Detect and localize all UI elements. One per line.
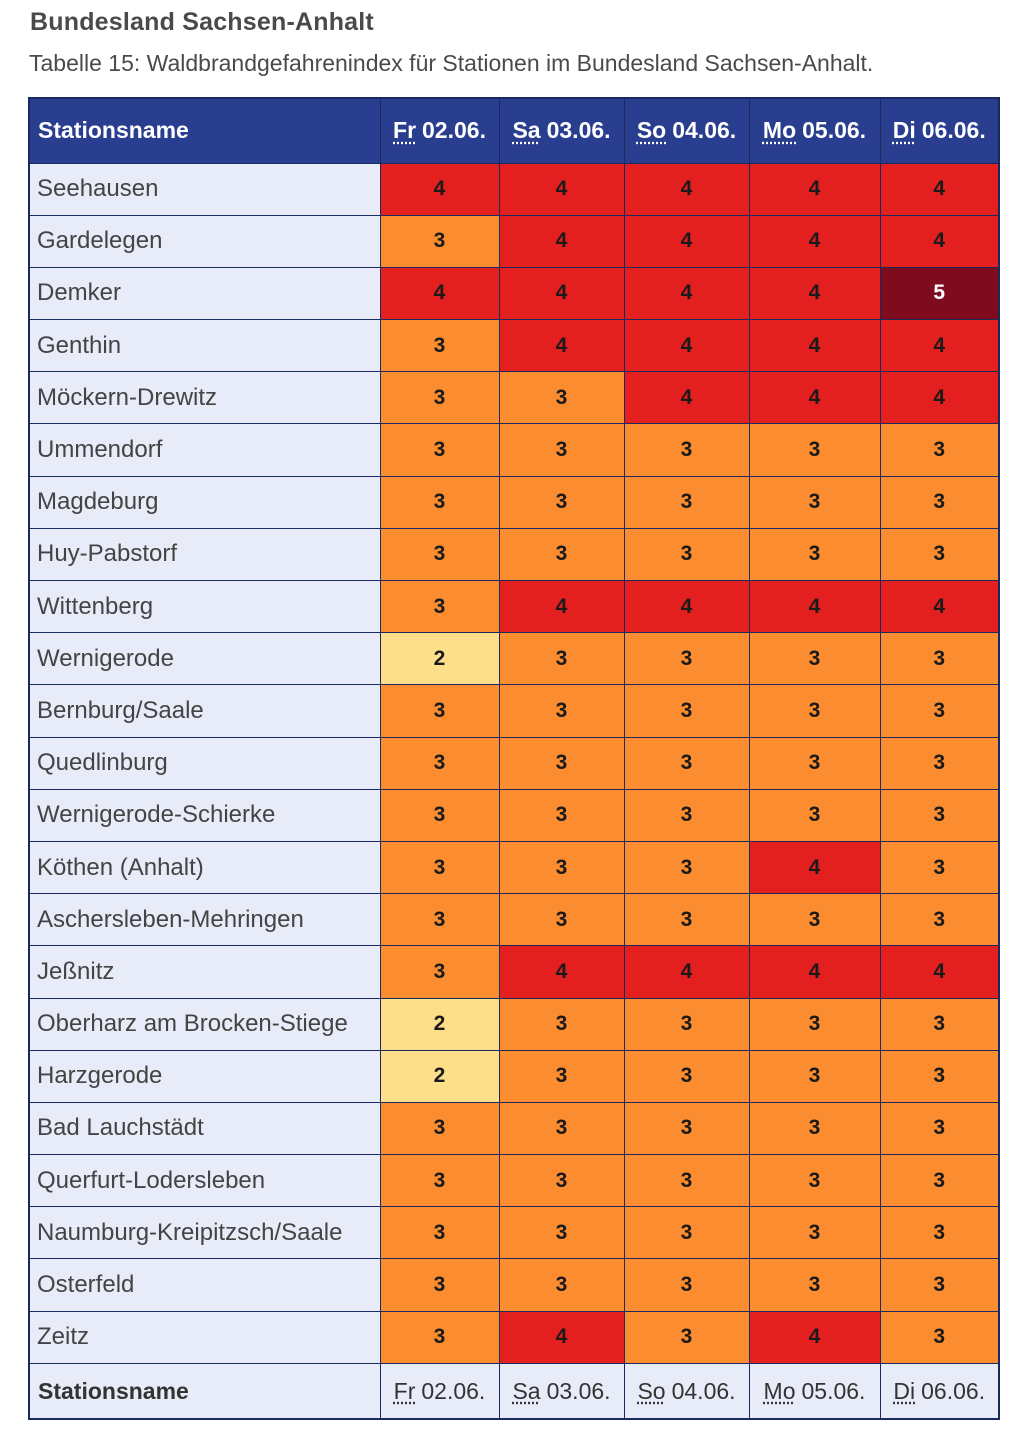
index-value-cell: 3 bbox=[880, 737, 999, 789]
index-value-cell: 3 bbox=[749, 476, 880, 528]
index-value-cell: 3 bbox=[380, 476, 499, 528]
index-value-cell: 3 bbox=[499, 737, 624, 789]
index-value-cell: 3 bbox=[380, 789, 499, 841]
index-value-cell: 3 bbox=[880, 1259, 999, 1311]
index-value-cell: 3 bbox=[749, 998, 880, 1050]
forest-fire-index-table bbox=[28, 97, 1000, 1420]
index-value-cell: 3 bbox=[624, 1311, 749, 1363]
weekday-abbr: Sa bbox=[512, 117, 541, 144]
table-row bbox=[29, 946, 999, 998]
index-value-cell: 3 bbox=[624, 737, 749, 789]
index-value-cell: 4 bbox=[749, 372, 880, 424]
index-value-cell: 3 bbox=[499, 424, 624, 476]
index-value-cell: 3 bbox=[499, 789, 624, 841]
column-footer-day bbox=[624, 1363, 749, 1419]
index-value-cell: 3 bbox=[749, 1155, 880, 1207]
index-value-cell: 3 bbox=[749, 1050, 880, 1102]
weekday-abbr: Di bbox=[893, 1377, 916, 1404]
index-value-cell: 3 bbox=[499, 685, 624, 737]
day-date: 06.06. bbox=[921, 117, 986, 144]
index-value-cell: 4 bbox=[624, 320, 749, 372]
column-header-day bbox=[380, 98, 499, 163]
index-value-cell: 3 bbox=[624, 424, 749, 476]
index-value-cell: 3 bbox=[380, 946, 499, 998]
index-value-cell: 3 bbox=[749, 685, 880, 737]
index-value-cell: 3 bbox=[624, 633, 749, 685]
index-value-cell: 3 bbox=[624, 789, 749, 841]
index-value-cell: 4 bbox=[880, 581, 999, 633]
table-row bbox=[29, 267, 999, 319]
index-value-cell: 3 bbox=[499, 528, 624, 580]
index-value-cell: 4 bbox=[624, 163, 749, 215]
index-value-cell: 4 bbox=[749, 841, 880, 893]
weekday-abbr: Di bbox=[892, 117, 916, 144]
index-value-cell: 3 bbox=[880, 1050, 999, 1102]
column-footer-station: Stationsname bbox=[29, 1363, 380, 1419]
index-value-cell: 3 bbox=[499, 1155, 624, 1207]
column-header-day bbox=[499, 98, 624, 163]
table-row bbox=[29, 320, 999, 372]
index-value-cell: 3 bbox=[624, 1155, 749, 1207]
index-value-cell: 3 bbox=[624, 476, 749, 528]
index-value-cell: 3 bbox=[624, 1259, 749, 1311]
index-value-cell: 4 bbox=[749, 581, 880, 633]
column-footer-day bbox=[749, 1363, 880, 1419]
station-name-cell: Huy-Pabstorf bbox=[29, 528, 380, 580]
station-name-cell: Osterfeld bbox=[29, 1259, 380, 1311]
index-value-cell: 4 bbox=[624, 581, 749, 633]
index-value-cell: 3 bbox=[749, 1102, 880, 1154]
index-value-cell: 3 bbox=[880, 894, 999, 946]
index-value-cell: 4 bbox=[380, 267, 499, 319]
index-value-cell: 3 bbox=[624, 1050, 749, 1102]
index-value-cell: 4 bbox=[499, 163, 624, 215]
index-value-cell: 3 bbox=[499, 633, 624, 685]
index-value-cell: 4 bbox=[624, 215, 749, 267]
station-name-cell: Oberharz am Brocken-Stiege bbox=[29, 998, 380, 1050]
weekday-abbr: Fr bbox=[393, 117, 417, 144]
table-row bbox=[29, 998, 999, 1050]
index-value-cell: 3 bbox=[749, 737, 880, 789]
day-date: 03.06. bbox=[546, 117, 611, 144]
day-date: 06.06. bbox=[921, 1377, 986, 1404]
station-name-cell: Seehausen bbox=[29, 163, 380, 215]
index-value-cell: 3 bbox=[880, 685, 999, 737]
table-row bbox=[29, 163, 999, 215]
index-value-cell: 3 bbox=[880, 1102, 999, 1154]
column-header-day bbox=[880, 98, 999, 163]
day-date: 05.06. bbox=[802, 117, 867, 144]
index-value-cell: 3 bbox=[880, 1207, 999, 1259]
column-footer-day bbox=[380, 1363, 499, 1419]
index-value-cell: 3 bbox=[499, 894, 624, 946]
station-name-cell: Wittenberg bbox=[29, 581, 380, 633]
index-value-cell: 3 bbox=[749, 424, 880, 476]
index-value-cell: 4 bbox=[380, 163, 499, 215]
index-value-cell: 3 bbox=[880, 789, 999, 841]
weekday-abbr: Sa bbox=[512, 1377, 541, 1404]
day-date: 03.06. bbox=[546, 1377, 611, 1404]
station-name-cell: Ummendorf bbox=[29, 424, 380, 476]
index-value-cell: 3 bbox=[380, 1311, 499, 1363]
index-value-cell: 3 bbox=[624, 841, 749, 893]
index-value-cell: 3 bbox=[380, 894, 499, 946]
station-name-cell: Möckern-Drewitz bbox=[29, 372, 380, 424]
index-value-cell: 4 bbox=[624, 372, 749, 424]
index-value-cell: 3 bbox=[749, 528, 880, 580]
station-name-cell: Quedlinburg bbox=[29, 737, 380, 789]
index-value-cell: 4 bbox=[749, 946, 880, 998]
index-value-cell: 3 bbox=[880, 424, 999, 476]
station-name-cell: Harzgerode bbox=[29, 1050, 380, 1102]
index-value-cell: 3 bbox=[880, 1311, 999, 1363]
table-row bbox=[29, 633, 999, 685]
index-value-cell: 4 bbox=[499, 581, 624, 633]
table-row bbox=[29, 215, 999, 267]
index-value-cell: 4 bbox=[624, 267, 749, 319]
station-name-cell: Demker bbox=[29, 267, 380, 319]
station-name-cell: Gardelegen bbox=[29, 215, 380, 267]
index-value-cell: 4 bbox=[880, 946, 999, 998]
index-value-cell: 3 bbox=[624, 1102, 749, 1154]
index-value-cell: 3 bbox=[624, 1207, 749, 1259]
index-value-cell: 3 bbox=[499, 372, 624, 424]
index-value-cell: 3 bbox=[380, 737, 499, 789]
table-row bbox=[29, 1050, 999, 1102]
weekday-abbr: Mo bbox=[763, 1377, 796, 1404]
index-value-cell: 3 bbox=[499, 1102, 624, 1154]
table-row bbox=[29, 1207, 999, 1259]
index-value-cell: 4 bbox=[749, 215, 880, 267]
station-name-cell: Köthen (Anhalt) bbox=[29, 841, 380, 893]
index-value-cell: 3 bbox=[499, 1207, 624, 1259]
column-header-station: Stationsname bbox=[29, 98, 380, 163]
column-footer-day bbox=[499, 1363, 624, 1419]
table-row bbox=[29, 424, 999, 476]
index-value-cell: 3 bbox=[380, 1102, 499, 1154]
index-value-cell: 3 bbox=[499, 1050, 624, 1102]
index-value-cell: 3 bbox=[880, 841, 999, 893]
table-body bbox=[29, 163, 999, 1363]
column-header-day bbox=[624, 98, 749, 163]
table-row bbox=[29, 894, 999, 946]
footer-row bbox=[29, 1363, 999, 1419]
index-value-cell: 3 bbox=[749, 894, 880, 946]
index-value-cell: 3 bbox=[624, 528, 749, 580]
table-row bbox=[29, 1259, 999, 1311]
table-caption: Tabelle 15: Waldbrandgefahrenindex für Stationen im Bundesland Sachsen-Anhalt. bbox=[29, 50, 874, 76]
index-value-cell: 3 bbox=[880, 633, 999, 685]
table-row bbox=[29, 1102, 999, 1154]
index-value-cell: 2 bbox=[380, 1050, 499, 1102]
page-title: Bundesland Sachsen-Anhalt bbox=[30, 8, 374, 36]
index-value-cell: 2 bbox=[380, 633, 499, 685]
index-value-cell: 3 bbox=[880, 998, 999, 1050]
station-name-cell: Bernburg/Saale bbox=[29, 685, 380, 737]
index-value-cell: 4 bbox=[499, 946, 624, 998]
column-header-day bbox=[749, 98, 880, 163]
index-value-cell: 3 bbox=[380, 215, 499, 267]
table-row bbox=[29, 841, 999, 893]
index-value-cell: 4 bbox=[499, 267, 624, 319]
station-name-cell: Bad Lauchstädt bbox=[29, 1102, 380, 1154]
index-value-cell: 3 bbox=[880, 476, 999, 528]
day-date: 04.06. bbox=[672, 117, 737, 144]
index-value-cell: 3 bbox=[880, 528, 999, 580]
index-value-cell: 4 bbox=[749, 1311, 880, 1363]
header-row bbox=[29, 98, 999, 163]
index-value-cell: 3 bbox=[749, 633, 880, 685]
index-value-cell: 3 bbox=[624, 894, 749, 946]
index-value-cell: 3 bbox=[380, 841, 499, 893]
index-value-cell: 3 bbox=[380, 372, 499, 424]
index-value-cell: 3 bbox=[499, 841, 624, 893]
index-value-cell: 4 bbox=[749, 163, 880, 215]
weekday-abbr: So bbox=[637, 1377, 666, 1404]
index-value-cell: 4 bbox=[499, 1311, 624, 1363]
day-date: 04.06. bbox=[671, 1377, 736, 1404]
station-name-cell: Magdeburg bbox=[29, 476, 380, 528]
weekday-abbr: Mo bbox=[762, 117, 797, 144]
station-name-cell: Jeßnitz bbox=[29, 946, 380, 998]
index-value-cell: 4 bbox=[499, 320, 624, 372]
index-value-cell: 3 bbox=[380, 320, 499, 372]
station-name-cell: Querfurt-Lodersleben bbox=[29, 1155, 380, 1207]
index-value-cell: 4 bbox=[880, 372, 999, 424]
day-date: 02.06. bbox=[422, 117, 486, 144]
table-row bbox=[29, 476, 999, 528]
table-row bbox=[29, 1311, 999, 1363]
station-name-cell: Zeitz bbox=[29, 1311, 380, 1363]
table-row bbox=[29, 737, 999, 789]
index-value-cell: 3 bbox=[749, 1207, 880, 1259]
station-name-cell: Wernigerode bbox=[29, 633, 380, 685]
table-row bbox=[29, 685, 999, 737]
index-value-cell: 5 bbox=[880, 267, 999, 319]
index-value-cell: 3 bbox=[749, 1259, 880, 1311]
day-date: 02.06. bbox=[421, 1377, 486, 1404]
index-value-cell: 4 bbox=[499, 215, 624, 267]
index-value-cell: 4 bbox=[749, 267, 880, 319]
index-value-cell: 4 bbox=[624, 946, 749, 998]
table-row bbox=[29, 528, 999, 580]
day-date: 05.06. bbox=[801, 1377, 866, 1404]
index-value-cell: 3 bbox=[749, 789, 880, 841]
index-value-cell: 3 bbox=[380, 581, 499, 633]
column-footer-day bbox=[880, 1363, 999, 1419]
index-value-cell: 3 bbox=[380, 1259, 499, 1311]
index-value-cell: 3 bbox=[624, 998, 749, 1050]
index-value-cell: 4 bbox=[880, 320, 999, 372]
table-row bbox=[29, 581, 999, 633]
station-name-cell: Wernigerode-Schierke bbox=[29, 789, 380, 841]
index-value-cell: 3 bbox=[499, 998, 624, 1050]
index-value-cell: 4 bbox=[880, 163, 999, 215]
table-row bbox=[29, 1155, 999, 1207]
index-value-cell: 2 bbox=[380, 998, 499, 1050]
index-value-cell: 3 bbox=[499, 476, 624, 528]
index-value-cell: 3 bbox=[499, 1259, 624, 1311]
station-name-cell: Genthin bbox=[29, 320, 380, 372]
index-value-cell: 3 bbox=[624, 685, 749, 737]
station-name-cell: Naumburg-Kreipitzsch/Saale bbox=[29, 1207, 380, 1259]
weekday-abbr: Fr bbox=[393, 1377, 416, 1404]
index-value-cell: 3 bbox=[380, 685, 499, 737]
index-value-cell: 3 bbox=[880, 1155, 999, 1207]
table-row bbox=[29, 372, 999, 424]
index-value-cell: 4 bbox=[749, 320, 880, 372]
index-value-cell: 4 bbox=[880, 215, 999, 267]
index-value-cell: 3 bbox=[380, 424, 499, 476]
index-value-cell: 3 bbox=[380, 528, 499, 580]
table-row bbox=[29, 789, 999, 841]
index-value-cell: 3 bbox=[380, 1155, 499, 1207]
index-value-cell: 3 bbox=[380, 1207, 499, 1259]
weekday-abbr: So bbox=[636, 117, 667, 144]
station-name-cell: Aschersleben-Mehringen bbox=[29, 894, 380, 946]
